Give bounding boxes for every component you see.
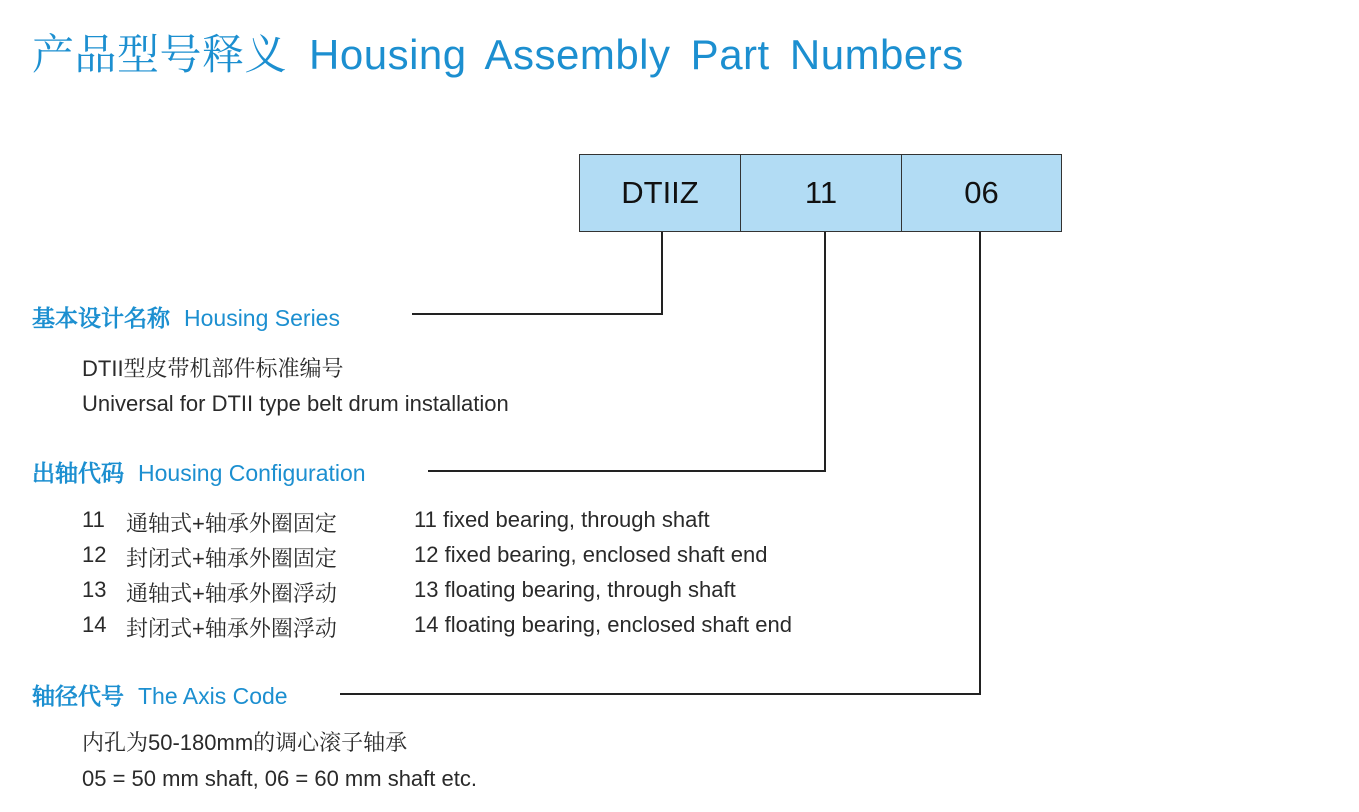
section-heading-axis-en: The Axis Code	[138, 683, 288, 709]
connector-config-horizontal	[428, 470, 826, 472]
connector-series-vertical	[661, 232, 663, 315]
section-heading-config	[32, 455, 366, 488]
config-option-code: 14	[82, 612, 107, 637]
section-heading-axis-zh: 轴径代号	[32, 683, 124, 709]
config-option-zh: 封闭式+轴承外圈固定	[126, 546, 337, 571]
section-heading-axis	[32, 678, 288, 711]
section-heading-config-en: Housing Configuration	[138, 460, 366, 486]
connector-axis-vertical	[979, 232, 981, 695]
connector-config-vertical	[824, 232, 826, 472]
section-heading-config-zh: 出轴代码	[32, 460, 124, 486]
config-option-en: 13 floating bearing, through shaft	[414, 577, 736, 602]
page-title-zh: 产品型号释义	[32, 31, 288, 78]
config-option-zh: 通轴式+轴承外圈固定	[126, 511, 337, 536]
page-title-en: Housing Assembly Part Numbers	[309, 31, 964, 78]
axis-description-zh: 内孔为50-180mm的调心滚子轴承	[82, 730, 408, 755]
config-option-row	[82, 577, 882, 613]
config-option-code: 11	[82, 507, 105, 532]
config-option-row	[82, 542, 882, 578]
config-option-zh: 封闭式+轴承外圈浮动	[126, 616, 337, 641]
config-option-code: 13	[82, 577, 107, 602]
section-heading-series-zh: 基本设计名称	[32, 305, 170, 331]
page-title	[32, 22, 964, 82]
connector-axis-horizontal	[340, 693, 981, 695]
config-option-en: 14 floating bearing, enclosed shaft end	[414, 612, 792, 637]
config-option-en: 11 fixed bearing, through shaft	[414, 507, 710, 532]
code-box-series: DTIIZ	[579, 154, 741, 232]
config-option-zh: 通轴式+轴承外圈浮动	[126, 581, 337, 606]
connector-series-horizontal	[412, 313, 663, 315]
series-description-zh: DTII型皮带机部件标准编号	[82, 356, 344, 381]
code-box-config: 11	[740, 154, 902, 232]
config-option-code: 12	[82, 542, 107, 567]
config-option-row	[82, 612, 882, 648]
code-box-axis: 06	[901, 154, 1062, 232]
config-option-en: 12 fixed bearing, enclosed shaft end	[414, 542, 768, 567]
axis-description-en: 05 = 50 mm shaft, 06 = 60 mm shaft etc.	[82, 766, 477, 791]
section-heading-series	[32, 300, 340, 333]
series-description-en: Universal for DTII type belt drum installation	[82, 391, 509, 416]
config-option-row	[82, 507, 882, 543]
section-heading-series-en: Housing Series	[184, 305, 340, 331]
